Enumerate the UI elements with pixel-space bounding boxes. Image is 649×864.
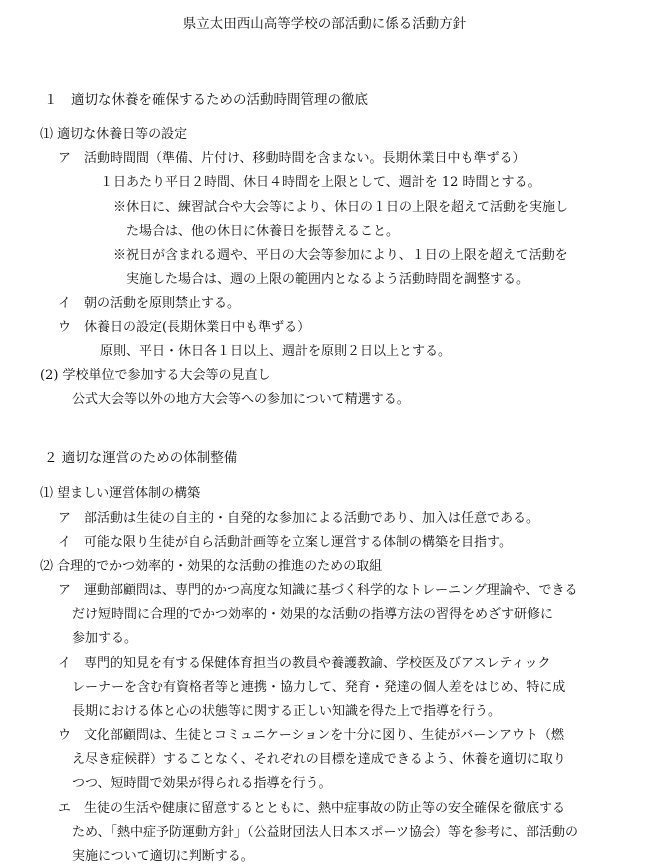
item-a-body: １日あたり平日２時間、休日４時間を上限として、週計を 12 時間とする。 <box>100 175 541 190</box>
item-e-line-2: ため、「熱中症予防運動方針」（公益財団法人日本スポーツ協会）等を参考に、部活動の <box>72 825 578 840</box>
item-a-line-2: だけ短時間に合理的でかつ効率的・効果的な活動の指導方法の習得をめざす研修に <box>72 607 554 622</box>
section-1-2-body: 公式大会等以外の地方大会等への参加について精選する。 <box>72 392 410 407</box>
item-i: イ 朝の活動を原則禁止する。 <box>58 296 241 311</box>
section-1-1-heading: ⑴ 適切な休養日等の設定 <box>40 127 188 142</box>
item-u-line-1: ウ 文化部顧問は、生徒とコミュニケーションを十分に図り、生徒がバーンアウト（燃 <box>58 728 564 743</box>
item-i-line-1: イ 専門的知見を有する保健体育担当の教員や養護教諭、学校医及びアスレティック <box>58 656 551 671</box>
item-a-line-1: ア 運動部顧問は、専門的かつ高度な知識に基づく科学的なトレーニング理論や、できる <box>58 583 578 598</box>
section-1-heading: １ 適切な休養を確保するための活動時間管理の徹底 <box>44 92 368 108</box>
item-u-line-2: え尽き症候群）することなく、それぞれの目標を達成できるよう、休養を適切に取り <box>72 752 566 767</box>
item-e-line-3: 実施について適切に判断する。 <box>72 849 254 864</box>
section-2-1-heading: ⑴ 望ましい運営体制の構築 <box>40 486 201 501</box>
section-2-1-item-a: ア 部活動は生徒の自主的・自発的な参加による活動であり、加入は任意である。 <box>58 511 540 526</box>
section-1-2-heading: (2) 学校単位で参加する大会等の見直し <box>40 368 271 383</box>
item-a-heading: ア 活動時間間（準備、片付け、移動時間を含まない。長期休業日中も準ずる） <box>58 151 526 166</box>
note-2-line-2: 実施した場合は、週の上限の範囲内となるよう活動時間を調整する。 <box>126 272 530 287</box>
item-a-line-3: 参加する。 <box>72 631 138 646</box>
item-i-line-2: レーナーを含む有資格者等と連携・協力して、発育・発達の個人差をはじめ、特に成 <box>72 680 566 695</box>
section-2-1-item-i: イ 可能な限り生徒が自ら活動計画等を立案し運営する体制の構築を目指す。 <box>58 535 512 550</box>
section-2-heading: ２ 適切な運営のための体制整備 <box>44 450 238 466</box>
item-u-heading: ウ 休養日の設定(長期休業日中も準ずる） <box>58 320 311 335</box>
note-1-line-2: た場合は、他の休日に休養日を振替えること。 <box>126 224 400 239</box>
section-2-2-heading: ⑵ 合理的でかつ効率的・効果的な活動の推進のための取組 <box>40 559 383 574</box>
item-u-line-3: つつ、短時間で効果が得られる指導を行う。 <box>72 776 332 791</box>
document-title: 県立太田西山高等学校の部活動に係る活動方針 <box>182 16 467 32</box>
note-1-line-1: ※休日に、練習試合や大会等により、休日の１日の上限を超えて活動を実施し <box>113 200 569 215</box>
note-2-line-1: ※祝日が含まれる週や、平日の大会等参加により、１日の上限を超えて活動を <box>113 248 568 263</box>
item-e-line-1: エ 生徒の生活や健康に留意するとともに、熱中症事故の防止等の安全確保を徹底する <box>58 801 566 816</box>
item-u-body: 原則、平日・休日各１日以上、週計を原則２日以上とする。 <box>100 344 452 359</box>
item-i-line-3: 長期における体と心の状態等に関する正しい知識を得た上で指導を行う。 <box>72 704 502 719</box>
